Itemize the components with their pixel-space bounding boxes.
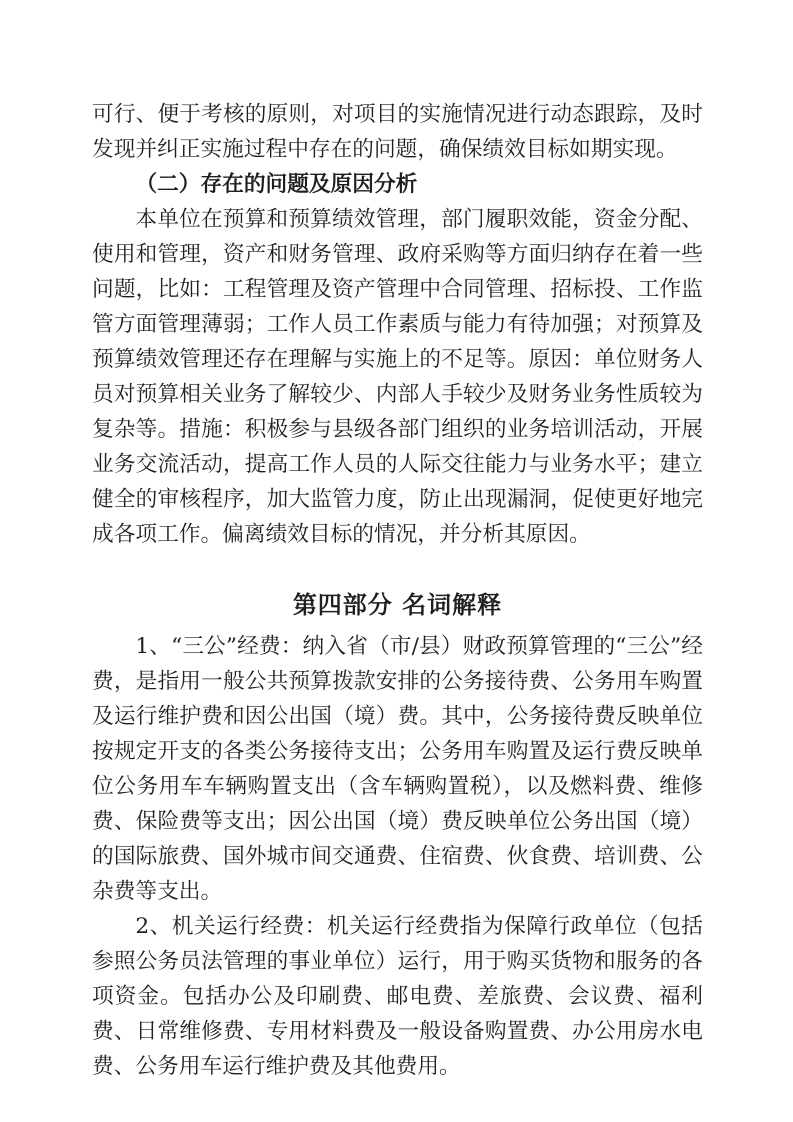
paragraph-problems-analysis: 本单位在预算和预算绩效管理，部门履职效能，资金分配、使用和管理，资产和财务管理、政府采购等方面归纳存在着一些问题，比如：工程管理及资产管理中合同管理、招标投、工作监管方面管理薄弱；工作人员工作素质与能力有待加强；对预算及预算绩效管理还存在理解与实施上的不足等。原因：单位财务人员对预算相关业务了解较少、内部人手较少及财务业务性质较为复杂等。措施：积极参与县级各部门组织的业务培训活动，开展业务交流活动，提高工作人员的人际交往能力与业务水平；建立健全的审核程序，加大监管力度，防止出现漏洞，促使更好地完成各项工作。偏离绩效目标的情况，并分析其原因。 <box>92 207 703 547</box>
term-paragraph-sangong-expenses: 1、“三公”经费：纳入省（市/县）财政预算管理的“三公”经费，是指用一般公共预算拨款安排的公务接待费、公务用车购置及运行维护费和因公出国（境）费。其中，公务接待费反映单位按规定开支的各类公务接待支出；公务用车购置及运行费反映单位公务用车车辆购置支出（含车辆购置税），以及燃料费、维修费、保险费等支出；因公出国（境）费反映单位公务出国（境）的国际旅费、国外城市间交通费、住宿费、伙食费、培训费、公杂费等支出。 <box>92 634 703 904</box>
page-content <box>92 97 703 1084</box>
paragraph-continuation: 可行、便于考核的原则，对项目的实施情况进行动态跟踪，及时发现并纠正实施过程中存在的问题，确保绩效目标如期实现。 <box>92 102 703 162</box>
term-paragraph-agency-operating-expenses: 2、机关运行经费：机关运行经费指为保障行政单位（包括参照公务员法管理的事业单位）运行，用于购买货物和服务的各项资金。包括办公及印刷费、邮电费、差旅费、会议费、福利费、日常维修费、专用材料费及一般设备购置费、办公用房水电费、公务用车运行维护费及其他费用。 <box>92 914 703 1079</box>
section-title-part4-glossary: 第四部分 名词解释 <box>292 591 503 619</box>
heading-problems-and-causes: （二）存在的问题及原因分析 <box>135 172 418 197</box>
